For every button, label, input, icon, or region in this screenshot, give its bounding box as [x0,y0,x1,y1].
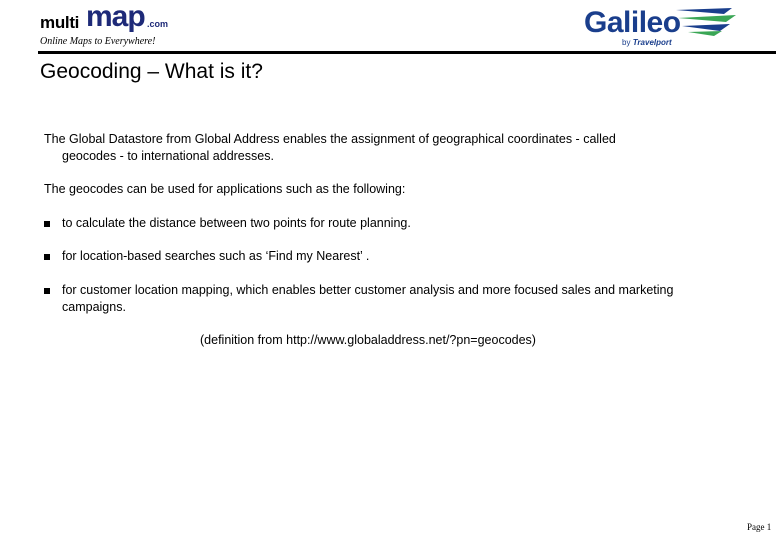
galileo-logo-text: Galileo [584,6,681,39]
bullet-item [44,215,724,232]
page-number: Page 1 [747,522,772,532]
logo-map-text: map [86,0,145,33]
galileo-by-text: by [622,38,631,47]
bullet-text: for location-based searches such as ‘Find my Nearest’ . [62,249,370,263]
logo-multi-text: multi [40,13,80,32]
logo-com-text: .com [147,19,169,29]
galileo-swoosh-icon [672,4,740,38]
logo-tagline: Online Maps to Everywhere! [40,36,156,47]
bullet-square-icon [44,288,50,294]
bullet-square-icon [44,221,50,227]
bullet-square-icon [44,254,50,260]
applications-intro: The geocodes can be used for applications such as the following: [44,182,406,196]
bullet-item [44,248,724,265]
header-divider [38,51,776,54]
bullet-text: for customer location mapping, which enables better customer analysis and more focused sales and marketing campaigns. [62,283,674,314]
galileo-logo [584,4,744,50]
source-citation: (definition from http://www.globaladdress.net/?pn=geocodes) [200,333,536,347]
slide-title: Geocoding – What is it? [40,60,263,83]
intro-line-1: The Global Datastore from Global Address enables the assignment of geographical coordinates - called [44,132,616,146]
bullet-item [44,282,724,316]
intro-paragraph [44,131,724,165]
bullet-text: to calculate the distance between two points for route planning. [62,216,411,230]
intro-line-2: geocodes - to international addresses. [62,149,274,163]
galileo-travelport-text: Travelport [632,38,672,47]
galileo-byline [622,38,672,47]
